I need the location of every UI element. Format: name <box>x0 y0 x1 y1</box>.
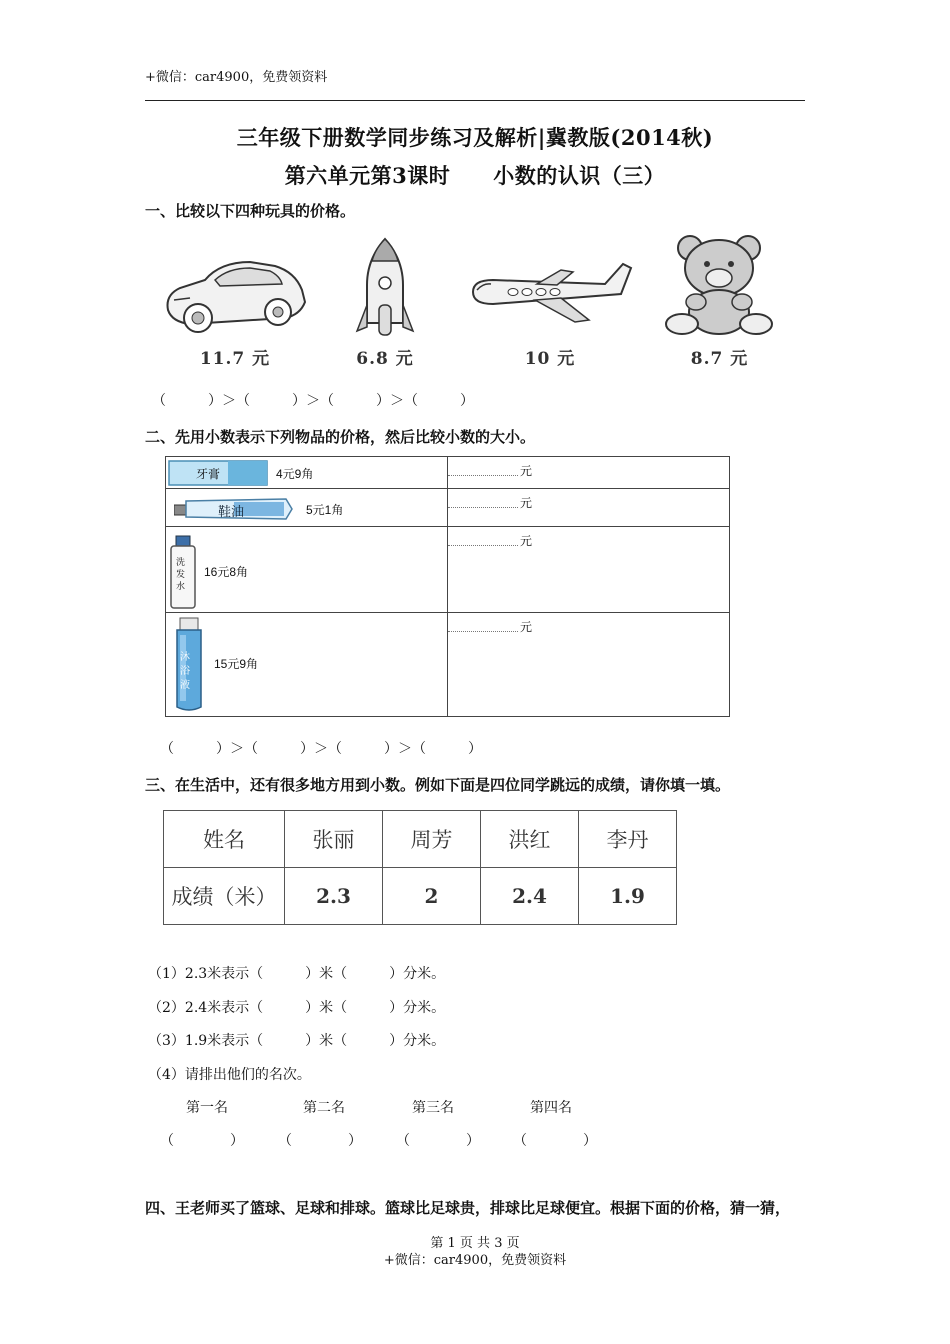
unit-label: 元 <box>520 496 533 510</box>
rank-blank[interactable]: （ ） <box>513 1133 597 1149</box>
page-subtitle: 第六单元第3课时 小数的认识（三） <box>284 163 666 188</box>
airplane-icon <box>465 250 635 340</box>
rank-label: 第一名 <box>186 1100 228 1116</box>
goods-cell <box>166 489 448 527</box>
toy-airplane <box>465 250 635 369</box>
score-value: 2.3 <box>285 868 383 925</box>
rank-label: 第三名 <box>412 1100 454 1116</box>
header-note: +微信：car4900，免费领资料 <box>145 70 328 85</box>
toy-price: 6.8 元 <box>356 349 414 369</box>
header-rule <box>145 100 805 101</box>
unit-label: 元 <box>520 534 533 548</box>
toy-price: 10 元 <box>524 349 576 369</box>
question-2: （2）2.4米表示（ ）米（ ）分米。 <box>148 1000 446 1016</box>
question-3: （3）1.9米表示（ ）米（ ）分米。 <box>148 1033 446 1049</box>
toy-price: 8.7 元 <box>690 349 749 369</box>
score-value: 2.4 <box>481 868 579 925</box>
section1-compare-row: （ ）＞（ ）＞（ ）＞（ ） <box>152 393 474 409</box>
rank-label: 第二名 <box>303 1100 345 1116</box>
goods-price: 16元8角 <box>204 565 249 579</box>
scores-row-label: 成绩（米） <box>164 868 285 925</box>
rank-blank[interactable]: （ ） <box>278 1133 362 1149</box>
page-title: 三年级下册数学同步练习及解析|冀教版(2014秋) <box>236 125 714 150</box>
goods-label: 洗发水 <box>176 558 186 592</box>
teddy-bear-icon <box>662 232 777 340</box>
answer-cell[interactable] <box>448 527 730 613</box>
answer-blank[interactable] <box>448 631 518 632</box>
goods-cell <box>166 527 448 613</box>
toy-teddy-bear <box>662 232 777 369</box>
goods-price: 4元9角 <box>276 467 314 481</box>
section2-compare-row: （ ）＞（ ）＞（ ）＞（ ） <box>160 741 482 757</box>
score-value: 1.9 <box>579 868 677 925</box>
unit-label: 元 <box>520 620 533 634</box>
goods-label: 鞋油 <box>218 505 245 520</box>
answer-blank[interactable] <box>448 545 518 546</box>
scores-header-cell: 周芳 <box>383 811 481 868</box>
rocket-icon <box>345 235 425 340</box>
goods-price: 5元1角 <box>306 503 344 517</box>
car-icon <box>160 240 310 340</box>
answer-blank[interactable] <box>448 475 518 476</box>
scores-header-cell: 洪红 <box>481 811 579 868</box>
rank-blank[interactable]: （ ） <box>160 1133 244 1149</box>
section2-heading: 二、先用小数表示下列物品的价格，然后比较小数的大小。 <box>145 428 536 446</box>
page-number: 第 1 页 共 3 页 <box>430 1236 520 1251</box>
goods-cell <box>166 613 448 717</box>
footer-note: +微信：car4900，免费领资料 <box>383 1253 567 1268</box>
goods-cell <box>166 457 448 489</box>
goods-label: 沐浴液 <box>180 652 190 691</box>
scores-table <box>163 810 677 925</box>
section1-heading: 一、比较以下四种玩具的价格。 <box>145 202 356 220</box>
scores-header-cell: 张丽 <box>285 811 383 868</box>
scores-header-cell: 李丹 <box>579 811 677 868</box>
question-4: （4）请排出他们的名次。 <box>148 1067 311 1083</box>
answer-cell[interactable] <box>448 457 730 489</box>
toy-price: 11.7 元 <box>199 349 271 369</box>
question-1: （1）2.3米表示（ ）米（ ）分米。 <box>148 966 446 982</box>
section3-heading: 三、在生活中，还有很多地方用到小数。例如下面是四位同学跳远的成绩，请你填一填。 <box>145 776 731 794</box>
toy-rocket <box>345 235 425 369</box>
section4-heading: 四、王老师买了篮球、足球和排球。篮球比足球贵，排球比足球便宜。根据下面的价格，猜一猜， <box>145 1199 791 1217</box>
rank-blank[interactable]: （ ） <box>396 1133 480 1149</box>
goods-table <box>165 456 730 717</box>
unit-label: 元 <box>520 464 533 478</box>
goods-price: 15元9角 <box>214 657 259 671</box>
rank-label: 第四名 <box>530 1100 572 1116</box>
answer-cell[interactable] <box>448 613 730 717</box>
scores-header-cell: 姓名 <box>164 811 285 868</box>
answer-blank[interactable] <box>448 507 518 508</box>
toy-car <box>160 240 310 369</box>
answer-cell[interactable] <box>448 489 730 527</box>
goods-label: 牙膏 <box>196 467 221 481</box>
score-value: 2 <box>383 868 481 925</box>
